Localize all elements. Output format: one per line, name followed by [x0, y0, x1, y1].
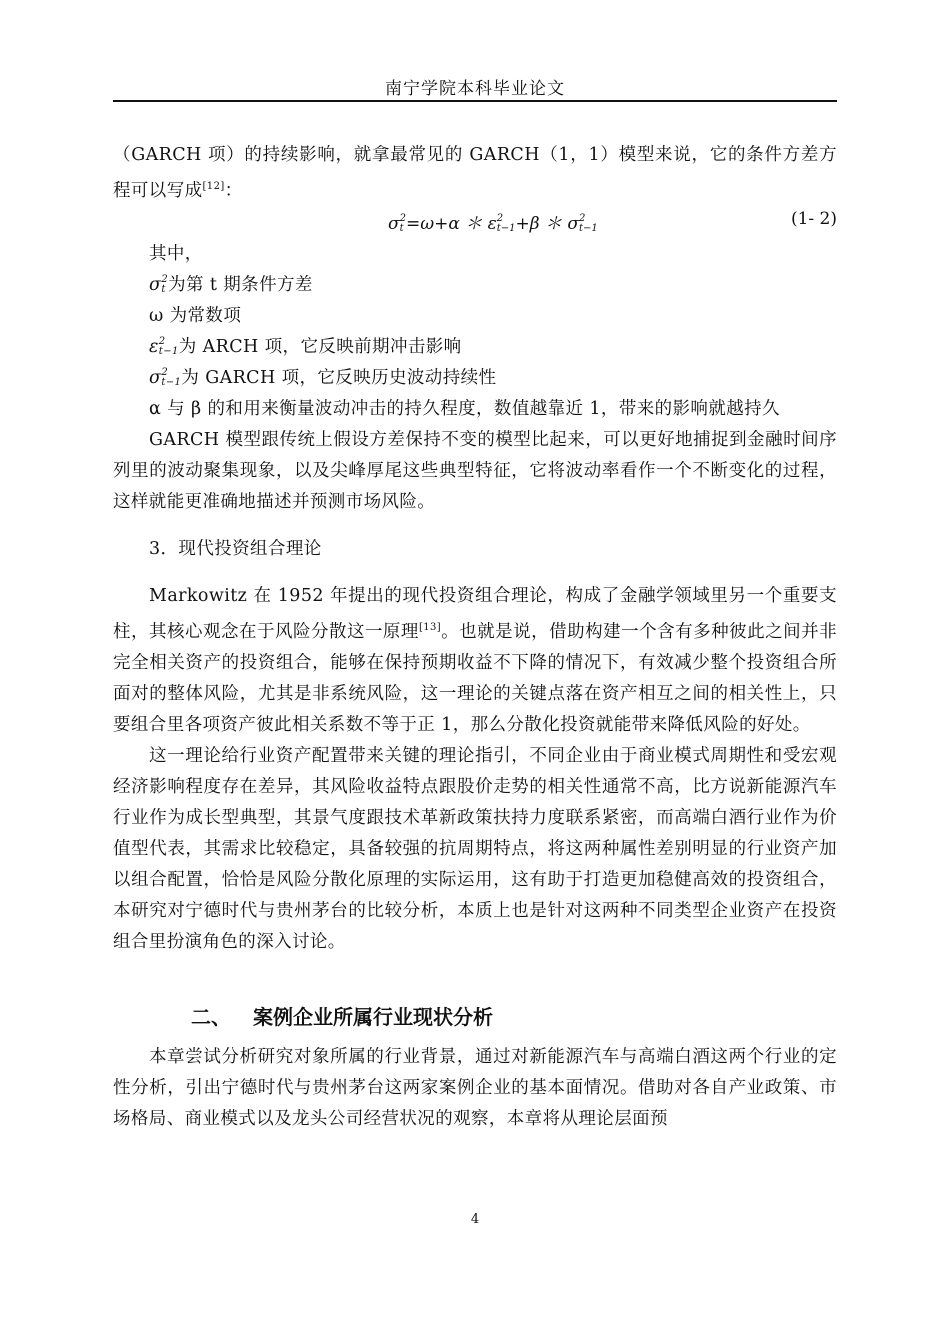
citation-ref: [12]: [202, 181, 225, 192]
garch-paragraph: GARCH 模型跟传统上假设方差保持不变的模型比起来，可以更好地捕捉到金融时间序列里的波动聚集现象，以及尖峰厚尾这些典型特征，它将波动率看作一个不断变化的过程，这样就能更准确地描述并预测市场风险。: [113, 429, 837, 512]
definition-omega: ω 为常数项: [149, 305, 242, 326]
citation-ref: [13]: [418, 621, 442, 633]
chapter-number: 二、: [191, 1004, 231, 1029]
formula-expression: σ 2 t =ω+α ＊ ε 2 t−1 +β ＊ σ 2 t−1: [388, 213, 598, 235]
chapter-paragraph: 本章尝试分析研究对象所属的行业背景，通过对新能源汽车与高端白酒这两个行业的定性分析，引出宁德时代与贵州茅台这两家案例企业的基本面情况。借助对各自产业政策、市场格局、商业模式以及龙头公司经营状况的观察，本章将从理论层面预: [113, 1046, 837, 1129]
section-heading: 3．现代投资组合理论: [149, 538, 322, 559]
garch-formula: [113, 207, 837, 239]
intro-paragraph: （GARCH 项）的持续影响，就拿最常见的 GARCH（1，1）模型来说，它的条件方差方程可以写成[12]：: [113, 145, 837, 201]
definition-epsilon: ε 2 t−1 为 ARCH 项，它反映前期冲击影响: [149, 336, 462, 358]
definition-alpha-beta: α 与 β 的和用来衡量波动冲击的持久程度，数值越靠近 1，带来的影响就越持久: [149, 398, 780, 419]
chapter-title: 案例企业所属行业现状分析: [253, 1004, 493, 1029]
definition-sigma-t: σ 2 t 为第 t 期条件方差: [149, 274, 313, 296]
chapter-heading: [113, 1000, 837, 1034]
header-divider: [113, 100, 837, 102]
definition-sigma-t-minus-1: σ 2 t−1 为 GARCH 项，它反映历史波动持续性: [149, 367, 497, 389]
definition-intro: 其中，: [149, 243, 203, 264]
theory-paragraph: 这一理论给行业资产配置带来关键的理论指引，不同企业由于商业模式周期性和受宏观经济影响程度存在差异，其风险收益特点跟股价走势的相关性通常不高，比方说新能源汽车行业作为成长型典型，其景气度跟技术革新政策扶持力度联系紧密，而高端白酒行业作为价值型代表，其需求比较稳定，具备较强的抗周期特点，将这两种属性差别明显的行业资产加以组合配置，恰恰是风险分散化原理的实际运用，这有助于打造更加稳健高效的投资组合，本研究对宁德时代与贵州茅台的比较分析，本质上也是针对这两种不同类型企业资产在投资组合里扮演角色的深入讨论。: [113, 745, 837, 952]
page-number: 4: [470, 1212, 480, 1227]
page-body: [113, 140, 837, 1135]
page-header: 南宁学院本科毕业论文: [385, 79, 565, 99]
formula-number: (1- 2): [790, 208, 837, 229]
markowitz-paragraph: Markowitz 在 1952 年提出的现代投资组合理论，构成了金融学领域里另一个重要支柱，其核心观念在于风险分散这一原理[13]。也就是说，借助构建一个含有多种彼此之间并非完全相关资产的投资组合，能够在保持预期收益不下降的情况下，有效减少整个投资组合所面对的整体风险，尤其是非系统风险，这一理论的关键点落在资产相互之间的相关性上，只要组合里各项资产彼此相关系数不等于正 1，那么分散化投资就能带来降低风险的好处。: [113, 585, 837, 735]
